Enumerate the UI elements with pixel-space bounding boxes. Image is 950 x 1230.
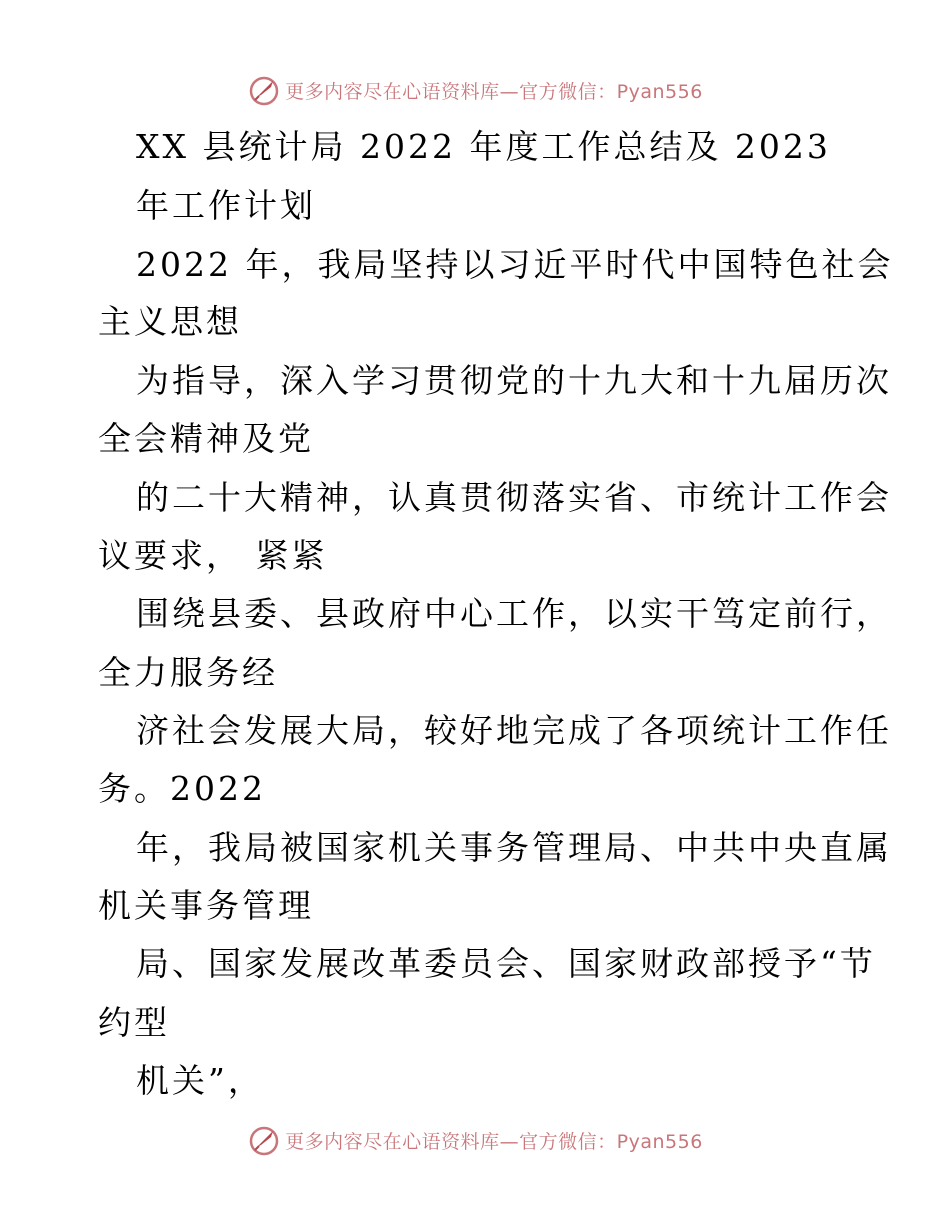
title-line-2: 年工作计划 — [136, 186, 316, 225]
paragraph-line: 济社会发展大局，较好地完成了各项统计工作任 — [136, 711, 892, 750]
paragraph-line: 约型 — [98, 1003, 170, 1042]
paragraph-line: 全力服务经 — [98, 653, 278, 692]
paragraph-line: 机关事务管理 — [98, 886, 314, 925]
paragraph-line: 主义思想 — [98, 302, 242, 341]
paragraph-line: 为指导，深入学习贯彻党的十九大和十九届历次 — [136, 361, 892, 400]
watermark-text: 更多内容尽在心语资料库—官方微信：Pyan556 — [285, 80, 703, 103]
paragraph-line: 全会精神及党 — [98, 419, 314, 458]
title-line-1: XX 县统计局 2022 年度工作总结及 2023 — [136, 127, 831, 166]
paragraph-line: 年，我局被国家机关事务管理局、中共中央直属 — [136, 828, 892, 867]
watermark-text: 更多内容尽在心语资料库—官方微信：Pyan556 — [285, 1130, 703, 1153]
paragraph-line: 机关”， — [136, 1061, 264, 1100]
paragraph-line: 2022 年，我局坚持以习近平时代中国特色社会 — [136, 245, 894, 284]
paragraph-line: 局、国家发展改革委员会、国家财政部授予“节 — [136, 944, 876, 983]
paragraph-line: 围绕县委、县政府中心工作，以实干笃定前行， — [136, 594, 892, 633]
footer-watermark — [0, 1120, 950, 1160]
paragraph-line: 务。2022 — [98, 769, 266, 808]
paragraph-line: 议要求， 紧紧 — [98, 536, 328, 575]
quill-logo-icon — [247, 1123, 281, 1157]
paragraph-line: 的二十大精神，认真贯彻落实省、市统计工作会 — [136, 478, 892, 517]
